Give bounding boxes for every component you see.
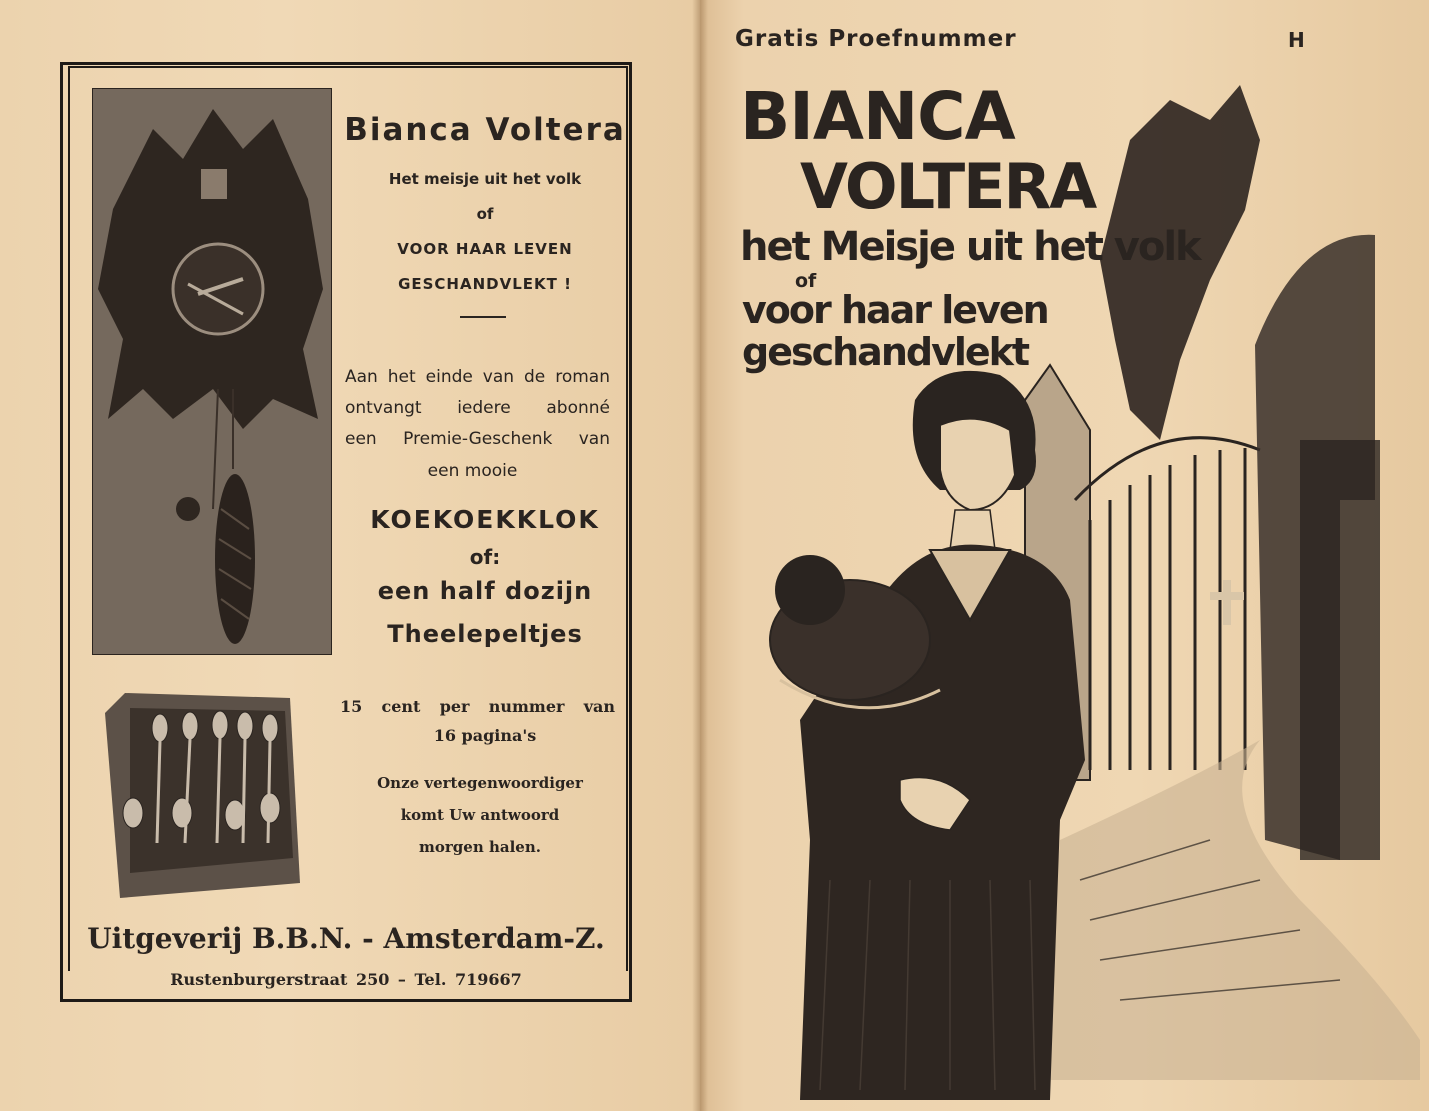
ad-representative-line: komt Uw antwoord (400, 806, 560, 824)
ad-alt-title-line: GESCHANDVLEKT ! (398, 275, 572, 293)
ad-price-line: 16 pagina's (433, 726, 537, 745)
cover-subtitle-line: geschandvlekt (742, 330, 1029, 374)
ad-body-line: Aan het einde van de roman (345, 367, 610, 387)
ad-of: of (476, 205, 494, 223)
ad-subtitle: Het meisje uit het volk (388, 170, 582, 188)
ad-product-of: of: (469, 545, 501, 569)
teaspoons-photo (105, 693, 300, 898)
ad-address: Rustenburgerstraat 250 – Tel. 719667 (170, 970, 522, 989)
book-spine (692, 0, 708, 1111)
ad-body-line: een Premie-Geschenk van (345, 429, 610, 449)
cover-label: Gratis Proefnummer (735, 26, 1017, 52)
cover-title-line: VOLTERA (800, 150, 1096, 223)
cover-subtitle-line: voor haar leven (742, 288, 1048, 332)
ad-product-half-dozen: een half dozijn (377, 577, 593, 605)
cover-series-letter: H (1288, 28, 1305, 52)
cover-title-line: BIANCA (740, 78, 1015, 155)
ad-body-line: een mooie (427, 461, 518, 481)
cover-subtitle-line: het Meisje uit het volk (740, 224, 1200, 270)
ad-alt-title-line: VOOR HAAR LEVEN (397, 240, 573, 258)
ad-price-line: 15 cent per nummer van (340, 697, 615, 716)
ad-body-line: ontvangt iedere abonné (345, 398, 610, 418)
ad-divider (460, 316, 506, 318)
ad-representative-line: Onze vertegenwoordiger (377, 774, 583, 792)
ad-product-cuckoo-clock: KOEKOEKKLOK (370, 505, 600, 534)
cuckoo-clock-photo (92, 88, 332, 655)
ad-product-teaspoons: Theelepeltjes (387, 620, 583, 648)
cover-subtitle-of: of (795, 270, 817, 292)
ad-title: Bianca Voltera (344, 112, 626, 148)
ad-publisher: Uitgeverij B.B.N. - Amsterdam-Z. (87, 922, 605, 955)
ad-representative-line: morgen halen. (419, 838, 541, 856)
